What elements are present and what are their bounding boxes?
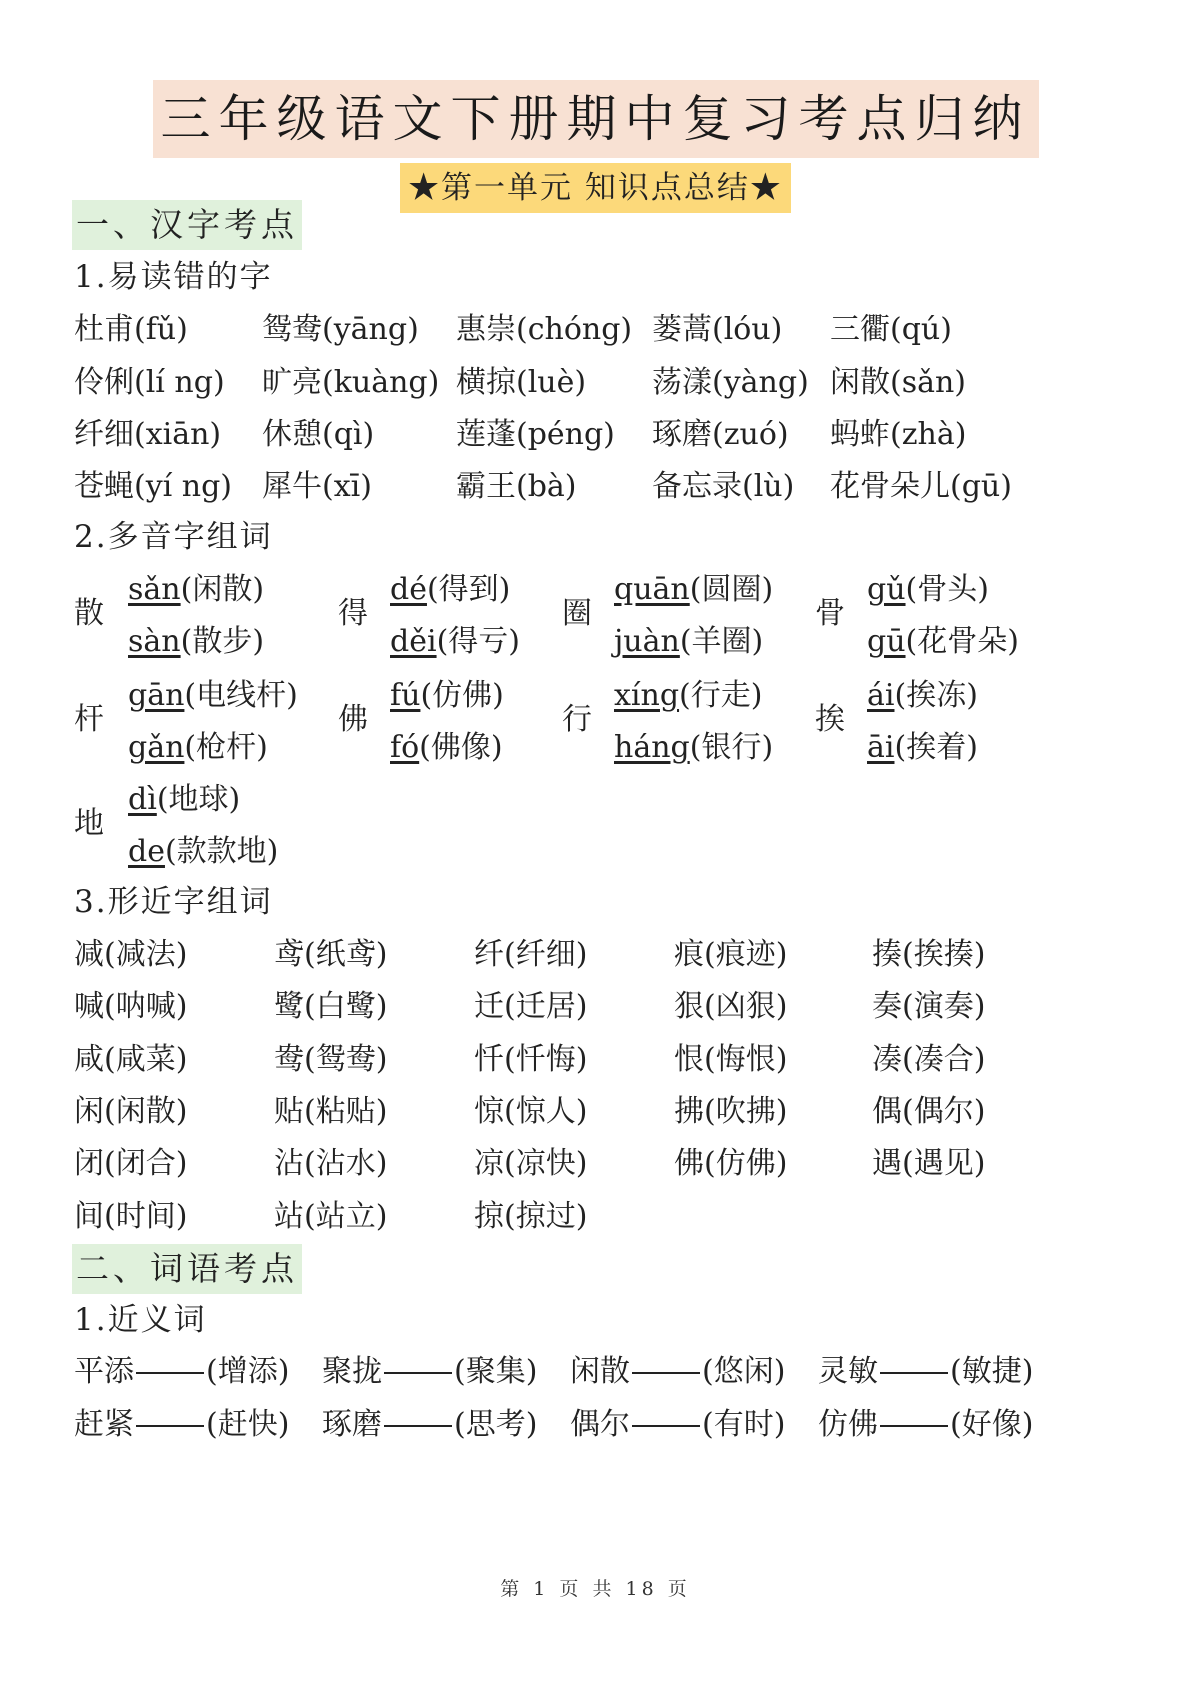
similar-item: 喊(呐喊): [74, 989, 188, 1024]
similar-item: 惊(惊人): [474, 1094, 588, 1129]
polyphonic-reading: quān(圆圈): [614, 572, 774, 607]
similar-item: 鹭(白鹭): [274, 989, 388, 1024]
synonym-pair: 平添 (增添): [74, 1354, 290, 1389]
similar-item: 掠(掠过): [474, 1199, 588, 1234]
similar-item: 凉(凉快): [474, 1146, 588, 1181]
polyphonic-char: 杆: [74, 702, 104, 737]
similar-item: 站(站立): [274, 1199, 388, 1234]
misread-item: 鸳鸯(yāng): [262, 312, 419, 347]
polyphonic-char: 得: [338, 596, 368, 631]
polyphonic-reading: sàn(散步): [128, 624, 265, 659]
similar-item: 揍(挨揍): [872, 937, 986, 972]
similar-item: 遇(遇见): [872, 1146, 986, 1181]
subheading-similar-chars: 3.形近字组词: [74, 884, 273, 920]
misread-item: 蒌蒿(lóu): [652, 312, 783, 347]
similar-item: 狠(凶狠): [674, 989, 788, 1024]
misread-item: 旷亮(kuàng): [262, 365, 440, 400]
misread-item: 惠崇(chóng): [456, 312, 633, 347]
polyphonic-reading: gǔ(骨头): [867, 572, 989, 607]
similar-item: 痕(痕迹): [674, 937, 788, 972]
misread-item: 莲蓬(péng): [456, 417, 615, 452]
similar-item: 奏(演奏): [872, 989, 986, 1024]
similar-item: 恨(悔恨): [674, 1042, 788, 1077]
similar-item: 贴(粘贴): [274, 1094, 388, 1129]
polyphonic-group: [562, 674, 802, 778]
section-heading-words: 二、词语考点: [72, 1244, 302, 1294]
polyphonic-reading: děi(得亏): [390, 624, 520, 659]
misread-item: 伶俐(lí ng): [74, 365, 225, 400]
similar-item: 忏(忏悔): [474, 1042, 588, 1077]
misread-item: 横掠(luè): [456, 365, 587, 400]
polyphonic-char: 行: [562, 702, 592, 737]
similar-item: 纤(纤细): [474, 937, 588, 972]
synonym-pair: 闲散 (悠闲): [570, 1354, 786, 1389]
similar-item: 鸯(鸳鸯): [274, 1042, 388, 1077]
similar-item: 闲(闲散): [74, 1094, 188, 1129]
polyphonic-reading: fó(佛像): [390, 730, 503, 765]
misread-item: 琢磨(zuó): [652, 417, 789, 452]
polyphonic-char: 骨: [815, 596, 845, 631]
unit-subtitle: ★第一单元 知识点总结★: [400, 163, 791, 213]
polyphonic-reading: gān(电线杆): [128, 678, 298, 713]
similar-item: 闭(闭合): [74, 1146, 188, 1181]
polyphonic-char: 圈: [562, 596, 592, 631]
similar-item: 凑(凑合): [872, 1042, 986, 1077]
misread-item: 休憩(qì): [262, 417, 375, 452]
misread-item: 蚂蚱(zhà): [830, 417, 967, 452]
polyphonic-group: [338, 674, 578, 778]
polyphonic-char: 佛: [338, 702, 368, 737]
similar-item: 佛(仿佛): [674, 1146, 788, 1181]
polyphonic-reading: āi(挨着): [867, 730, 978, 765]
polyphonic-reading: háng(银行): [614, 730, 774, 765]
synonym-pair: 琢磨 (思考): [322, 1407, 538, 1442]
polyphonic-reading: fú(仿佛): [390, 678, 504, 713]
polyphonic-reading: de(款款地): [128, 834, 279, 869]
subheading-polyphonic: 2.多音字组词: [74, 519, 273, 555]
misread-item: 三衢(qú): [830, 312, 952, 347]
polyphonic-reading: dì(地球): [128, 782, 241, 817]
polyphonic-reading: dé(得到): [390, 572, 511, 607]
similar-item: 减(减法): [74, 937, 188, 972]
subheading-easy-misread: 1.易读错的字: [74, 259, 273, 295]
polyphonic-char: 散: [74, 596, 104, 631]
similar-item: 间(时间): [74, 1199, 188, 1234]
polyphonic-char: 地: [74, 806, 104, 841]
misread-item: 荡漾(yàng): [652, 365, 809, 400]
misread-item: 苍蝇(yí ng): [74, 469, 233, 504]
synonym-pair: 灵敏 (敏捷): [818, 1354, 1034, 1389]
synonym-pair: 赶紧 (赶快): [74, 1407, 290, 1442]
polyphonic-group: [74, 674, 314, 778]
polyphonic-group: [74, 778, 314, 882]
synonym-pair: 偶尔 (有时): [570, 1407, 786, 1442]
subheading-synonyms: 1.近义词: [74, 1302, 207, 1338]
polyphonic-group: [338, 568, 578, 672]
misread-item: 犀牛(xī): [262, 469, 372, 504]
misread-item: 闲散(sǎn): [830, 365, 967, 400]
polyphonic-char: 挨: [815, 702, 845, 737]
polyphonic-reading: sǎn(闲散): [128, 572, 265, 607]
polyphonic-reading: juàn(羊圈): [614, 624, 764, 659]
misread-item: 纤细(xiān): [74, 417, 222, 452]
polyphonic-group: [74, 568, 314, 672]
similar-item: 咸(咸菜): [74, 1042, 188, 1077]
misread-item: 花骨朵儿(gū): [830, 469, 1012, 504]
page-footer: 第 1 页 共 18 页: [500, 1578, 691, 1600]
polyphonic-group: [562, 568, 802, 672]
similar-item: 偶(偶尔): [872, 1094, 986, 1129]
similar-item: 迁(迁居): [474, 989, 588, 1024]
polyphonic-group: [815, 568, 1055, 672]
synonym-pair: 聚拢 (聚集): [322, 1354, 538, 1389]
polyphonic-reading: ái(挨冻): [867, 678, 978, 713]
polyphonic-reading: xíng(行走): [614, 678, 763, 713]
misread-item: 杜甫(fǔ): [74, 312, 188, 347]
synonym-pair: 仿佛 (好像): [818, 1407, 1034, 1442]
similar-item: 鸢(纸鸢): [274, 937, 388, 972]
section-heading-characters: 一、汉字考点: [72, 200, 302, 250]
page-title: 三年级语文下册期中复习考点归纳: [153, 80, 1039, 158]
polyphonic-reading: gū(花骨朵): [867, 624, 1019, 659]
polyphonic-reading: gǎn(枪杆): [128, 730, 268, 765]
polyphonic-group: [815, 674, 1055, 778]
misread-item: 备忘录(lù): [652, 469, 795, 504]
misread-item: 霸王(bà): [456, 469, 577, 504]
similar-item: 拂(吹拂): [674, 1094, 788, 1129]
similar-item: 沾(沾水): [274, 1146, 388, 1181]
